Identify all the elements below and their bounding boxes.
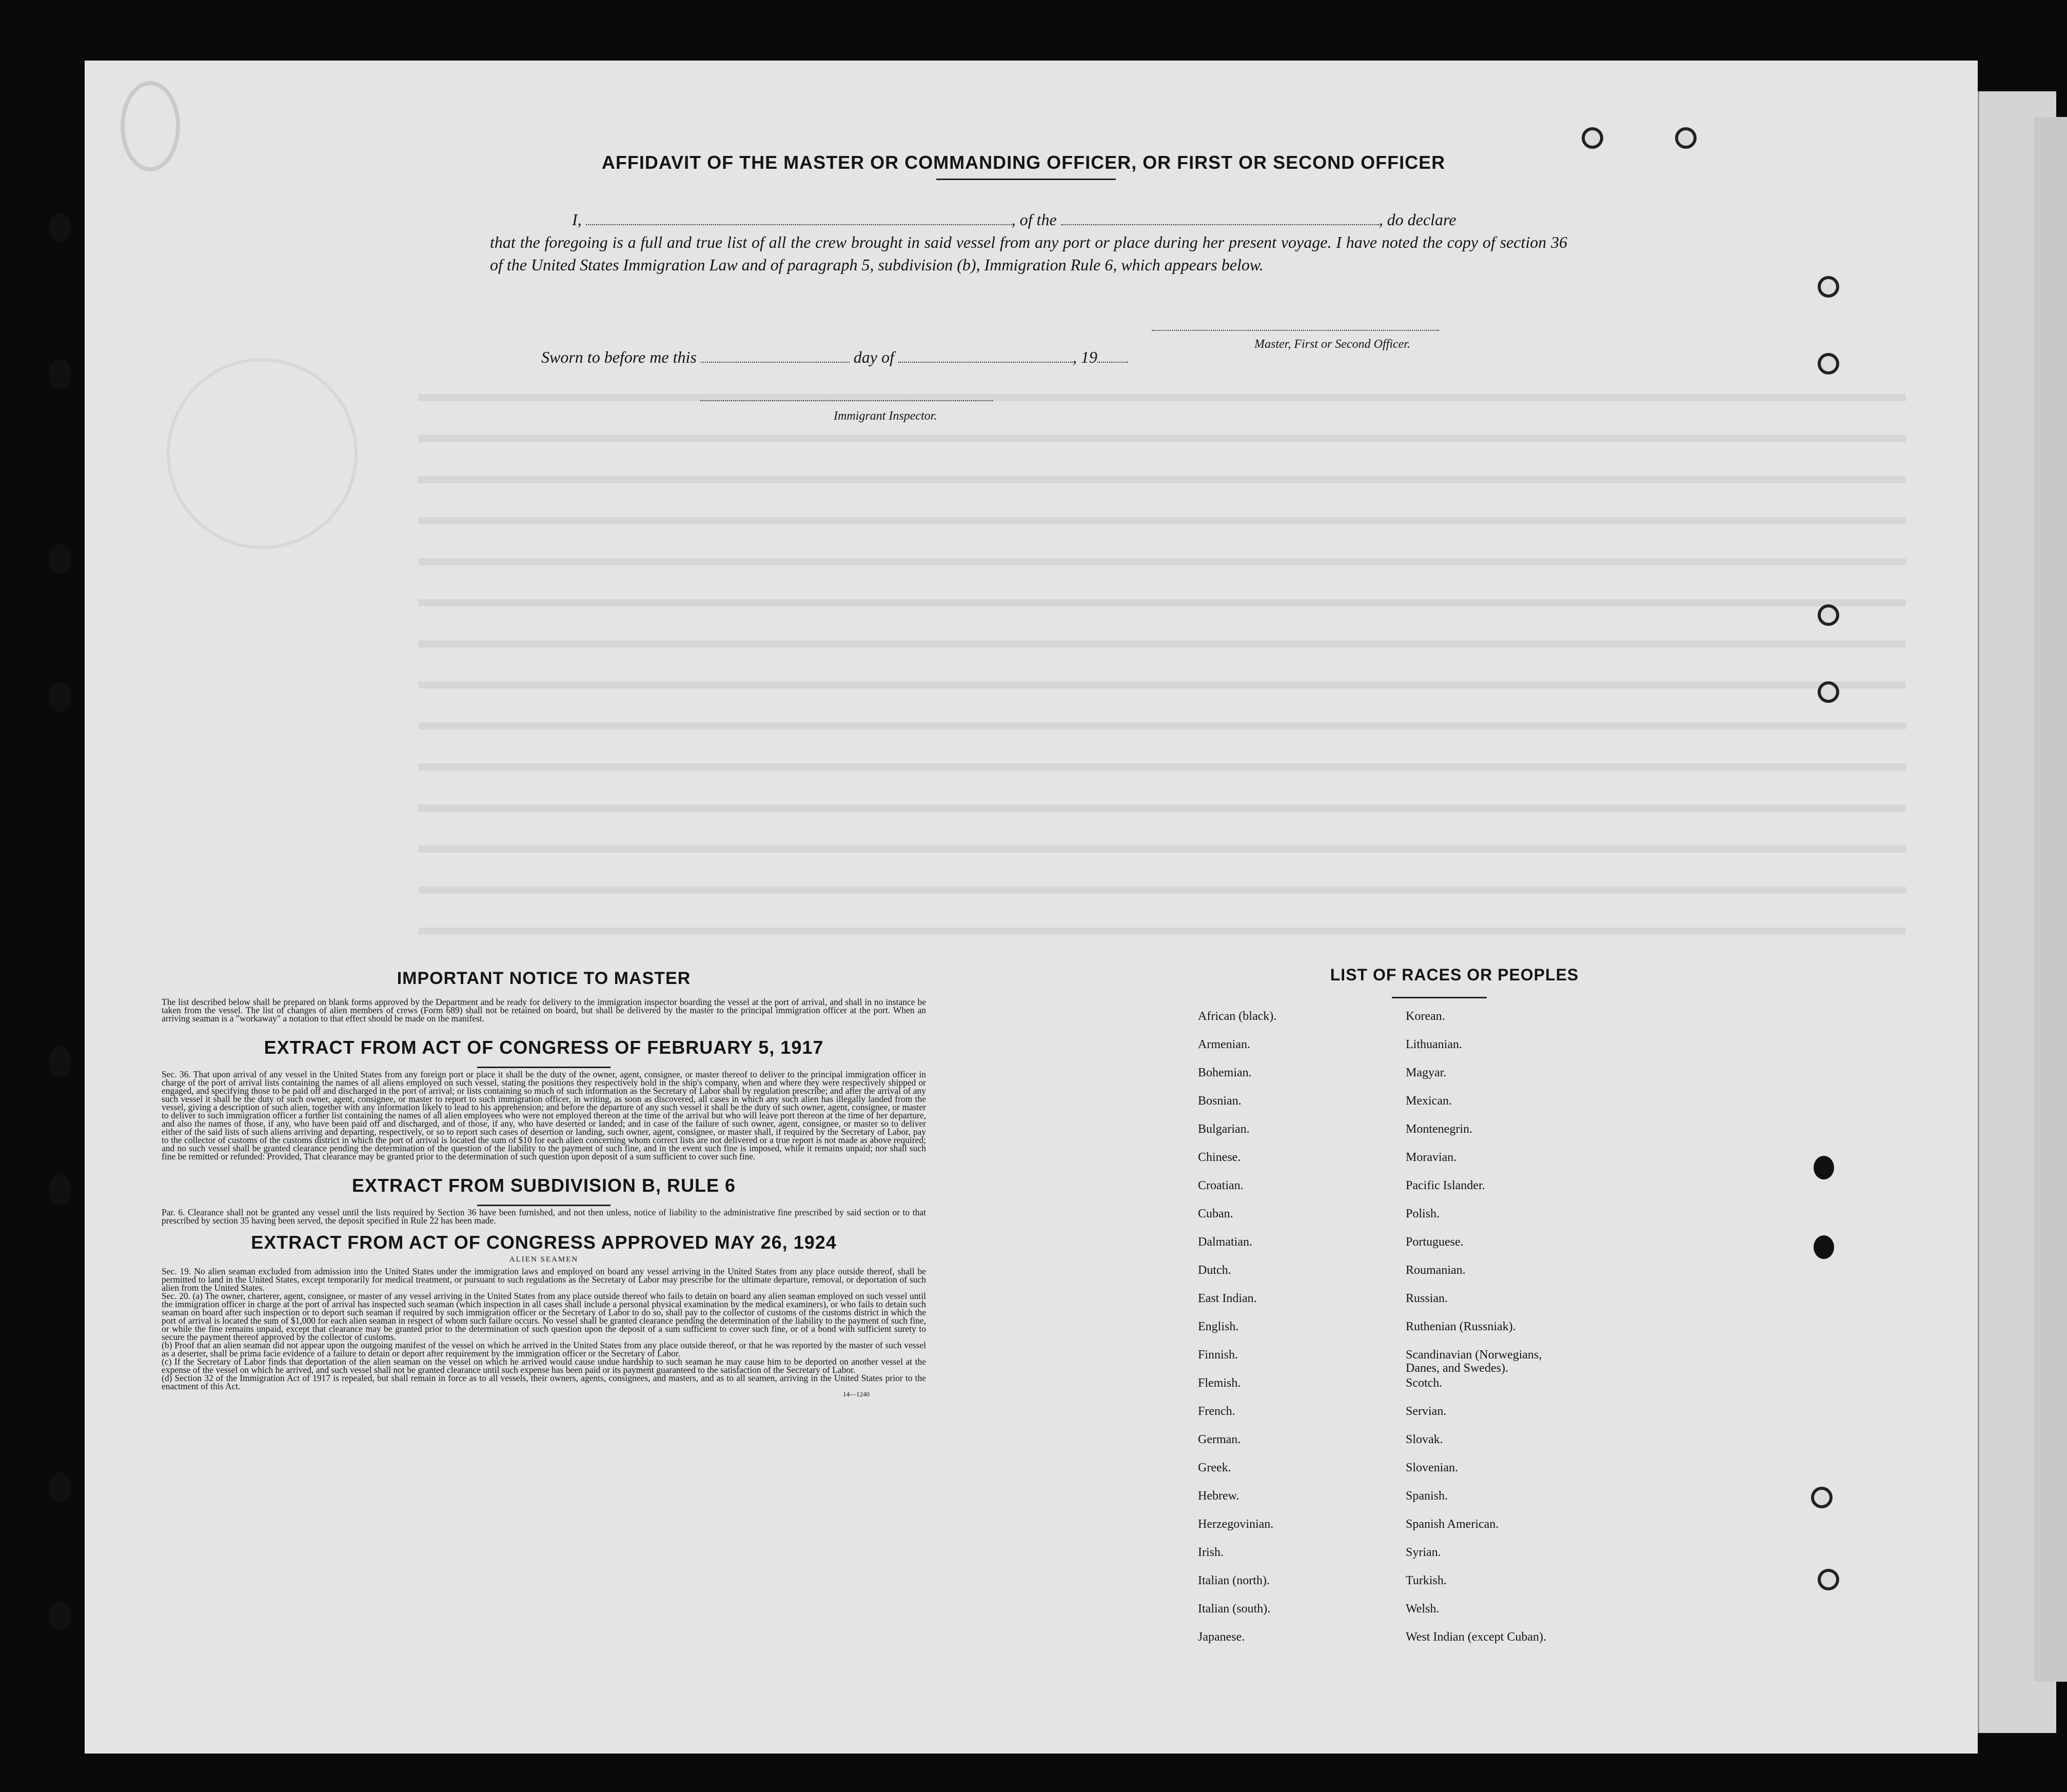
binder-punch-hole bbox=[1814, 1156, 1834, 1179]
race-entry: Korean. bbox=[1406, 1010, 1445, 1023]
race-entry: East Indian. bbox=[1198, 1292, 1257, 1305]
bleed-through-row bbox=[418, 394, 1906, 401]
race-entry: Polish. bbox=[1406, 1207, 1440, 1220]
race-entry: Syrian. bbox=[1406, 1546, 1441, 1559]
affidavit-title: AFFIDAVIT OF THE MASTER OR COMMANDING OFFICER, OR FIRST OR SECOND OFFICER bbox=[601, 152, 1446, 173]
left-margin-punch-hole bbox=[49, 1047, 71, 1076]
race-entry: Bulgarian. bbox=[1198, 1123, 1250, 1136]
inspector-signature-line[interactable] bbox=[700, 400, 993, 401]
race-entry: Servian. bbox=[1406, 1405, 1447, 1418]
race-entry: Slovenian. bbox=[1406, 1461, 1458, 1474]
affidavit-title-rule bbox=[936, 179, 1116, 180]
form-number: 14—1240 bbox=[843, 1390, 870, 1398]
bleed-through-row bbox=[418, 928, 1906, 935]
race-entry: Dutch. bbox=[1198, 1264, 1231, 1277]
race-entry: Montenegrin. bbox=[1406, 1123, 1472, 1136]
binder-ring-hole bbox=[1675, 127, 1697, 149]
race-entry: Flemish. bbox=[1198, 1376, 1241, 1390]
binder-ring-hole bbox=[1811, 1487, 1833, 1508]
race-entry: Pacific Islander. bbox=[1406, 1179, 1485, 1192]
extract-1924-sec20b: (b) Proof that an alien seaman did not appear upon the outgoing manifest of the vessel on which he arrived in the United States from any place outside thereof, or that he was reported by the master of such vessel as a deserter, shall be prima facie evidence of a failure to detain or deport after requirement by the immigration officer or the Secretary of Labor. bbox=[162, 1340, 926, 1358]
race-entry: Portuguese. bbox=[1406, 1235, 1464, 1249]
race-entry: Chinese. bbox=[1198, 1151, 1241, 1164]
left-margin-punch-hole bbox=[49, 1472, 71, 1502]
faded-stamp bbox=[167, 358, 358, 549]
extract-1917-title: EXTRACT FROM ACT OF CONGRESS OF FEBRUARY 5, 1917 bbox=[264, 1037, 824, 1058]
extract-1924-sec20d: (d) Section 32 of the Immigration Act of 1917 is repealed, but shall remain in force as to all vessels, their owners, agents, consignees, and masters, and as to all seamen, arriving in the United States prior to the enactment of this Act. bbox=[162, 1373, 926, 1391]
race-entry: Ruthenian (Russniak). bbox=[1406, 1320, 1516, 1333]
declaration-body: that the foregoing is a full and true list of all the crew brought in said vessel from any port or place during her present voyage. I have noted the copy of section 36 of the United States Immigration Law and of paragraph 5, subdivision (b), Immigration Rule 6, which appears below. bbox=[490, 233, 1567, 274]
race-entry: African (black). bbox=[1198, 1010, 1277, 1023]
race-entry: Japanese. bbox=[1198, 1630, 1245, 1644]
extract-rule6-title: EXTRACT FROM SUBDIVISION B, RULE 6 bbox=[351, 1175, 736, 1196]
extract-1924-sec20a: Sec. 20. (a) The owner, charterer, agent, consignee, or master of any vessel arriving in the United States from any place outside thereof who fails to detain on board any alien seaman employed on such vessel until the immigration officer in charge at the port of arrival has inspected such seaman (which inspection in all cases shall include a personal physical examination by the medical examiners), or who fails to detain such seaman on board after such inspection or to deport such seaman if required by such immigration officer or the Secretary of Labor to do so, shall pay to the collector of customs of the customs district in which the port of arrival is located the sum of $1,000 for each alien seaman in respect of whom such failure occurs. No vessel shall be granted clearance pending the determination of the liability to the payment of such fine, or while the fine remains unpaid, except that clearance may be granted prior to the determination of such question upon the deposit of a sum sufficient to cover such fine, or of a bond with sufficient surety to secure the payment thereof approved by the collector of customs. bbox=[162, 1291, 926, 1342]
races-title-rule bbox=[1392, 997, 1487, 998]
binder-ring-hole bbox=[1818, 681, 1839, 703]
sworn-year-field[interactable] bbox=[1097, 362, 1128, 363]
race-entry: Hebrew. bbox=[1198, 1489, 1239, 1503]
extract-1917-text: Sec. 36. That upon arrival of any vessel in the United States from any foreign port or place it shall be the duty of the owner, agent, consignee, or master thereof to deliver to the principal immigration officer in charge of the port of arrival lists containing the names of all aliens employed on such vessel, stating the positions they respectively hold in the ship's company, when and where they were respectively shipped or engaged, and specifying those to be paid off and discharged in the port of arrival; or lists containing so much of such information as the Secretary of Labor shall by regulation prescribe; and after the arrival of any such vessel it shall be the duty of such owner, agent, consignee, or master to report to such immigration officer, in writing, as soon as discovered, all cases in which any such alien has illegally landed from the vessel, giving a description of such alien, together with any information likely to lead to his apprehension; and before the departure of any such vessel it shall be the duty of such owner, agent, consignee, or master to deliver to such immigration officer a further list containing the names of all alien employees who were not employed thereon at the time of the arrival but who will leave port thereon at the time of her departure, and also the names of those, if any, who have been paid off and discharged, and of those, if any, who have deserted or landed; and in case of the failure of such owner, agent, consignee, or master so to deliver either of the said lists of such aliens arriving and departing, respectively, or so to report such cases of desertion or landing, such owner, agent, consignee, or master shall, if required by the Secretary of Labor, pay to the collector of customs of the customs district in which the port of arrival is located the sum of $10 for each alien concerning whom correct lists are not delivered or a true report is not made as above required; and no such vessel shall be granted clearance pending the determination of the question of the liability to the payment of such fine, and in the event such fine is imposed, while it remains unpaid; nor shall such fine be remitted or refunded: Provided, That clearance may be granted prior to the determination of such question upon deposit of a sum sufficient to cover such fine. bbox=[162, 1069, 926, 1161]
race-entry: Greek. bbox=[1198, 1461, 1231, 1474]
race-entry: Dalmatian. bbox=[1198, 1235, 1252, 1249]
binder-ring-hole bbox=[1818, 1569, 1839, 1590]
sworn-prefix: Sworn to before me this bbox=[541, 348, 697, 366]
underlying-sheet-edge bbox=[2034, 117, 2067, 1682]
signature-caption: Master, First or Second Officer. bbox=[1254, 338, 1410, 351]
bleed-through-row bbox=[418, 476, 1906, 483]
declaration-of-the: , of the bbox=[1011, 210, 1057, 229]
form-page bbox=[85, 61, 1978, 1754]
race-entry: Armenian. bbox=[1198, 1038, 1250, 1051]
race-entry: Spanish. bbox=[1406, 1489, 1448, 1503]
sworn-month-field[interactable] bbox=[898, 362, 1073, 363]
race-entry: Bosnian. bbox=[1198, 1094, 1242, 1108]
signature-line[interactable] bbox=[1152, 330, 1439, 331]
race-entry: Italian (north). bbox=[1198, 1574, 1270, 1587]
bleed-through-row bbox=[418, 517, 1906, 524]
left-margin-punch-hole bbox=[49, 1175, 71, 1205]
officer-name-field[interactable] bbox=[586, 224, 1012, 225]
notice-text: The list described below shall be prepared on blank forms approved by the Department and be ready for delivery to the immigration inspector boarding the vessel at the port of arrival, and shall in no instance be taken from the vessel. The list of changes of alien members of crews (Form 689) shall not be retained on board, but shall be delivered by the master to the principal immigration officer at the port. When an arriving seaman is a "workaway" a notation to that effect should be made on the manifest. bbox=[162, 997, 926, 1023]
sworn-year: , 19 bbox=[1072, 348, 1097, 366]
race-entry: West Indian (except Cuban). bbox=[1406, 1630, 1546, 1644]
page-number-mark bbox=[121, 81, 180, 171]
race-entry: Finnish. bbox=[1198, 1348, 1238, 1362]
binder-ring-hole bbox=[1818, 353, 1839, 375]
bleed-through-row bbox=[418, 887, 1906, 894]
race-entry: Russian. bbox=[1406, 1292, 1448, 1305]
bleed-through-row bbox=[418, 845, 1906, 853]
left-margin-punch-hole bbox=[49, 359, 71, 389]
extract-1924-sec19: Sec. 19. No alien seaman excluded from admission into the United States under the immigration laws and employed on board any vessel arriving in the United States from any place outside thereof, shall be permitted to land in the United States, except temporarily for medical treatment, or pursuant to such regulations as the Secretary of Labor may prescribe for the ultimate departure, removal, or deportation of such alien from the United States. bbox=[162, 1266, 926, 1293]
race-entry: Spanish American. bbox=[1406, 1518, 1499, 1531]
left-margin-punch-hole bbox=[49, 213, 71, 243]
vessel-name-field[interactable] bbox=[1061, 224, 1379, 225]
legal-notices-column bbox=[162, 958, 926, 1399]
inspector-caption: Immigrant Inspector. bbox=[834, 409, 937, 423]
left-margin-punch-hole bbox=[49, 544, 71, 574]
extract-1924-subtitle: ALIEN SEAMEN bbox=[509, 1255, 579, 1264]
binder-punch-hole bbox=[1814, 1235, 1834, 1259]
bleed-through-row bbox=[418, 599, 1906, 606]
bleed-through-row bbox=[418, 435, 1906, 442]
race-entry: Turkish. bbox=[1406, 1574, 1447, 1587]
binder-ring-hole bbox=[1818, 604, 1839, 626]
bleed-through-row bbox=[418, 722, 1906, 730]
left-margin-punch-hole bbox=[49, 682, 71, 712]
extract-rule6-text: Par. 6. Clearance shall not be granted any vessel until the lists required by Section 36 have been furnished, and not then unless, notice of liability to the administrative fine prescribed by said section or to that prescribed by section 35 having been served, the deposit specified in Rule 22 has been made. bbox=[162, 1207, 926, 1226]
declaration-i: I, bbox=[572, 210, 582, 229]
race-entry: Scotch. bbox=[1406, 1376, 1443, 1390]
race-entry: Croatian. bbox=[1198, 1179, 1244, 1192]
binder-ring-hole bbox=[1818, 276, 1839, 298]
bleed-through-row bbox=[418, 804, 1906, 812]
extract-1924-title: EXTRACT FROM ACT OF CONGRESS APPROVED MAY 26, 1924 bbox=[251, 1232, 837, 1253]
race-entry: Roumanian. bbox=[1406, 1264, 1466, 1277]
race-entry: English. bbox=[1198, 1320, 1239, 1333]
race-entry: Welsh. bbox=[1406, 1602, 1440, 1616]
affidavit-declaration bbox=[490, 208, 1567, 276]
declaration-first-line bbox=[490, 208, 1567, 231]
bleed-through-row bbox=[418, 558, 1906, 565]
race-entry: Cuban. bbox=[1198, 1207, 1233, 1220]
race-entry: Mexican. bbox=[1406, 1094, 1452, 1108]
race-entry: German. bbox=[1198, 1433, 1241, 1446]
sworn-day-field[interactable] bbox=[701, 362, 850, 363]
race-entry: Irish. bbox=[1198, 1546, 1224, 1559]
sworn-day-of: day of bbox=[853, 348, 894, 366]
extract-rule6-rule bbox=[477, 1205, 611, 1206]
bleed-through-row bbox=[418, 681, 1906, 688]
sworn-line bbox=[541, 348, 1311, 367]
races-title: LIST OF RACES OR PEOPLES bbox=[1330, 966, 1579, 984]
bleed-through-row bbox=[418, 640, 1906, 647]
race-entry: Italian (south). bbox=[1198, 1602, 1271, 1616]
race-entry: Bohemian. bbox=[1198, 1066, 1252, 1079]
race-entry: Slovak. bbox=[1406, 1433, 1443, 1446]
bleed-through-row bbox=[418, 763, 1906, 771]
race-entry: French. bbox=[1198, 1405, 1235, 1418]
notice-title: IMPORTANT NOTICE TO MASTER bbox=[397, 969, 691, 988]
left-margin-punch-hole bbox=[49, 1601, 71, 1630]
race-entry: Magyar. bbox=[1406, 1066, 1447, 1079]
extract-1917-rule bbox=[477, 1067, 611, 1068]
race-entry: Moravian. bbox=[1406, 1151, 1457, 1164]
extract-1924-sec20c: (c) If the Secretary of Labor finds that deportation of the alien seaman on the vessel on which he arrived would cause undue hardship to such seaman he may cause him to be deported on another vessel at the expense of the vessel on which he arrived, and such vessel shall not be granted clearance until such expense has been paid or its payment guaranteed to the satisfaction of the Secretary of Labor. bbox=[162, 1356, 926, 1375]
binder-ring-hole bbox=[1582, 127, 1603, 149]
declaration-do-declare: , do declare bbox=[1379, 210, 1456, 229]
race-entry: Lithuanian. bbox=[1406, 1038, 1462, 1051]
races-list bbox=[1198, 1010, 1762, 1728]
race-entry: Scandinavian (Norwegians, Danes, and Swedes). bbox=[1406, 1348, 1542, 1375]
race-entry: Herzegovinian. bbox=[1198, 1518, 1274, 1531]
